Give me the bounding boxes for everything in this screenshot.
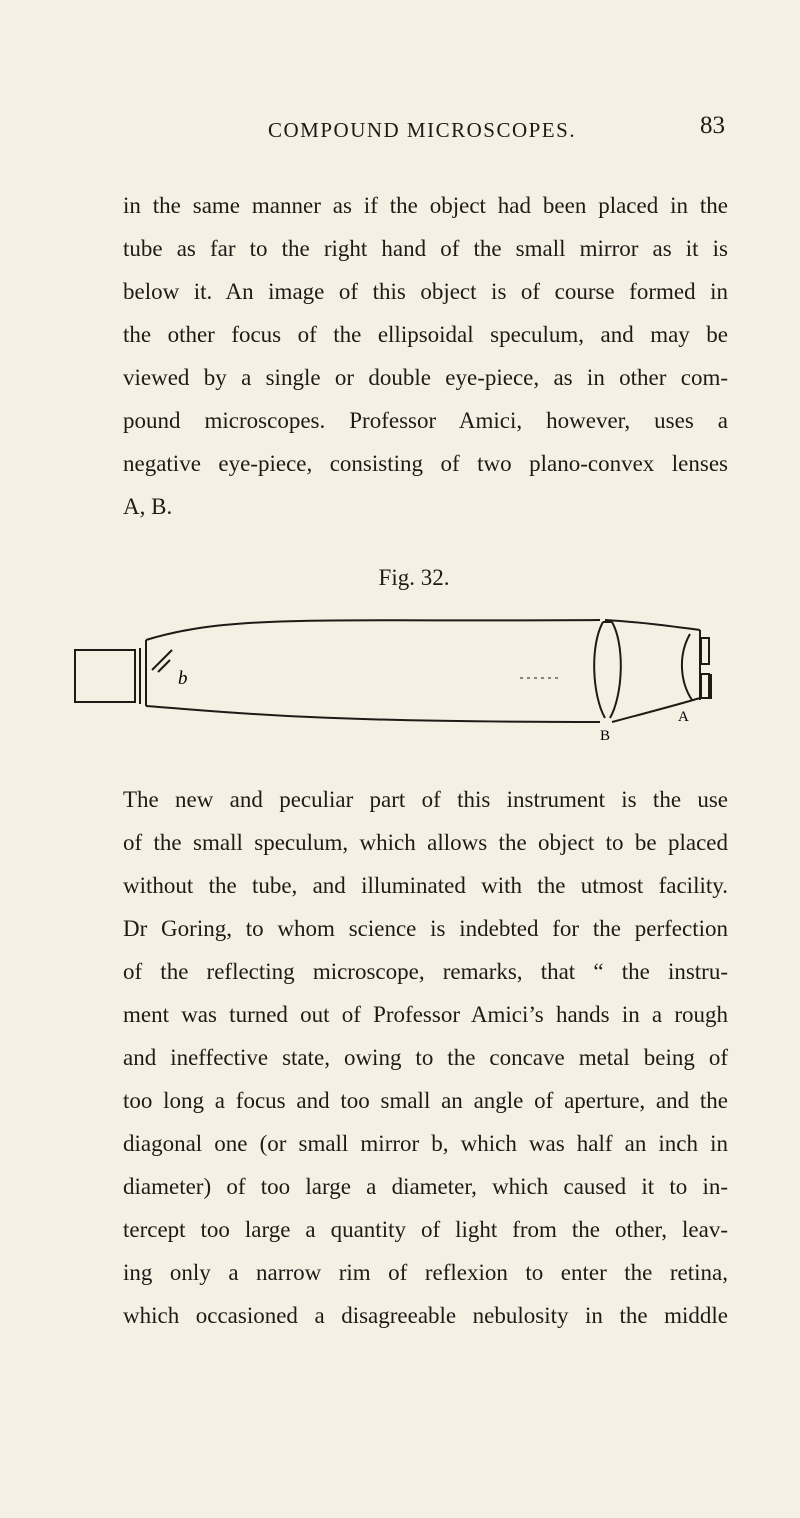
text-line: too long a focus and too small an angle of aperture, and the: [123, 1088, 728, 1113]
label-lens-B: B: [600, 728, 611, 744]
lens-b-shape: [594, 622, 605, 718]
text-line: tercept too large a quantity of light from the other, leav-: [123, 1217, 728, 1242]
text-line: diagonal one (or small mirror b, which was half an inch in: [123, 1131, 728, 1156]
eye-cap: [701, 638, 709, 664]
microscope-diagram: [0, 600, 800, 750]
text-line: Dr Goring, to whom science is indebted for the perfection: [123, 916, 728, 941]
running-title: COMPOUND MICROSCOPES.: [268, 118, 577, 142]
eye-cap: [701, 674, 709, 698]
lens-a-shape: [682, 634, 692, 700]
text-line: in the same manner as if the object had been placed in the: [123, 193, 728, 218]
figure-32-diagram: [0, 600, 800, 750]
text-line: ment was turned out of Professor Amici’s hands in a rough: [123, 1002, 728, 1027]
label-lens-A: A: [678, 709, 689, 725]
text-line: below it. An image of this object is of course formed in: [123, 279, 728, 304]
eyepiece-tube: [75, 650, 135, 702]
text-line: tube as far to the right hand of the small mirror as it is: [123, 236, 728, 261]
text-line: which occasioned a disagreeable nebulosity in the middle: [123, 1303, 728, 1328]
text-line: of the reflecting microscope, remarks, that “ the instru-: [123, 959, 728, 984]
lens-b-shape: [610, 622, 621, 718]
text-line: The new and peculiar part of this instrument is the use: [123, 787, 728, 812]
page-number: 83: [700, 112, 725, 139]
text-line: diameter) of too large a diameter, which caused it to in-: [123, 1174, 728, 1199]
text-line: the other focus of the ellipsoidal speculum, and may be: [123, 322, 728, 347]
speculum-outline-top: [146, 620, 600, 640]
text-line: of the small speculum, which allows the object to be placed: [123, 830, 728, 855]
text-line: pound microscopes. Professor Amici, however, uses a: [123, 408, 728, 433]
text-line: viewed by a single or double eye-piece, as in other com-: [123, 365, 728, 390]
label-small-b: b: [178, 668, 188, 689]
text-line: and ineffective state, owing to the concave metal being of: [123, 1045, 728, 1070]
text-line: A, B.: [123, 494, 173, 519]
paragraph-2: [123, 778, 728, 1337]
paragraph-1: [123, 184, 728, 528]
eyepiece-outline: [605, 620, 700, 630]
text-line: negative eye-piece, consisting of two plano-convex lenses: [123, 451, 728, 476]
figure-caption: Fig. 32.: [378, 565, 450, 590]
text-line: ing only a narrow rim of reflexion to enter the retina,: [123, 1260, 728, 1285]
speculum-outline-bottom: [146, 706, 600, 722]
text-line: without the tube, and illuminated with the utmost facility.: [123, 873, 728, 898]
